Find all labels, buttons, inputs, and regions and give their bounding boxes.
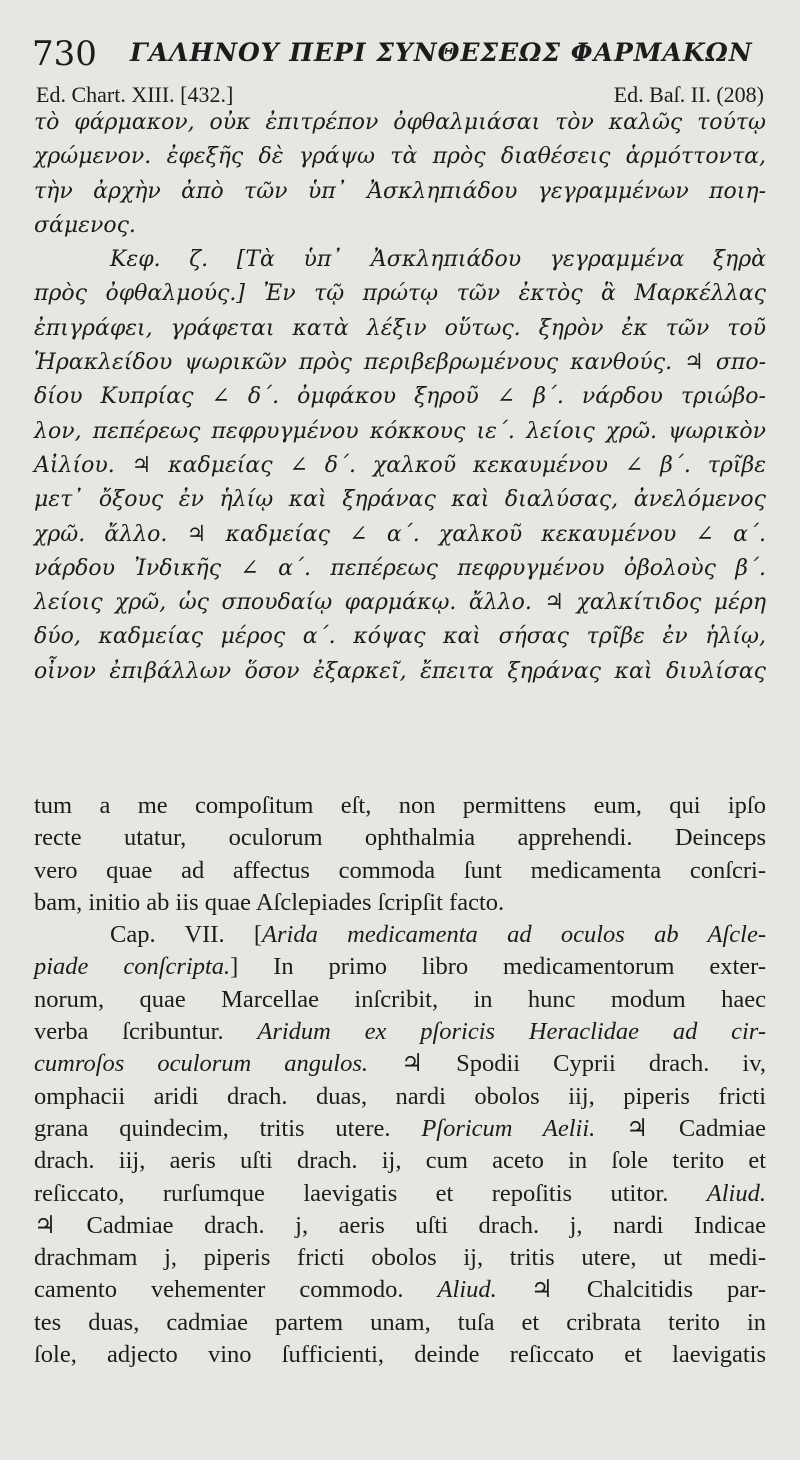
latin-line: ſole, adjecto vino ſufficienti, deinde reſiccato et laevigatis <box>34 1341 766 1369</box>
latin-line <box>34 1048 766 1080</box>
greek-line: χρῶ. ἄλλο. ♃ καδμείας ∠ α΄. χαλκοῦ κεκαυμένου ∠ α΄. <box>34 521 766 547</box>
greek-line: σάμενος. <box>34 212 136 238</box>
latin-line: omphacii aridi drach. duas, nardi obolos iij, piperis fricti <box>34 1082 766 1110</box>
latin-chapter-heading <box>34 919 766 951</box>
chapter-title-continued: piade conſcripta. <box>34 953 231 981</box>
recipe-title: Aliud. <box>437 1276 497 1304</box>
latin-line: tes duas, cadmiae partem unam, tuſa et cribrata terito in <box>34 1308 766 1336</box>
latin-text: grana quindecim, tritis utere. <box>34 1114 422 1142</box>
page-number: 730 <box>32 34 97 74</box>
greek-line: χρώμενον. ἐφεξῆς δὲ γράψω τὰ πρὸς διαθέσεις ἁρμόττοντα, <box>34 144 766 170</box>
latin-line <box>34 1016 766 1048</box>
greek-line: τὸ φάρμακον, οὐκ ἐπιτρέπον ὀφθαλμιάσαι τὸν καλῶς τούτῳ <box>34 110 766 135</box>
greek-line: οἶνον ἐπιβάλλων ὅσον ἐξαρκεῖ, ἔπειτα ξηράνας καὶ διυλίσας <box>34 658 766 684</box>
latin-text: ] In primo libro medicamentorum exter- <box>230 953 767 981</box>
edition-reference-left: Ed. Chart. XIII. [432.] <box>36 82 234 107</box>
running-header <box>32 34 772 78</box>
greek-line: μετ᾽ ὄξους ἐν ἡλίῳ καὶ ξηράνας καὶ διαλύσας, ἀνελόμενος <box>34 487 766 513</box>
latin-line: drachmam j, piperis fricti obolos ij, tritis utere, ut medi- <box>34 1244 766 1272</box>
latin-text: ♃ Spodii Cyprii drach. iv, <box>368 1050 766 1078</box>
recipe-title: Pſoricum Aelii. <box>421 1114 596 1142</box>
recipe-title-continued: cumroſos oculorum angulos. <box>34 1050 369 1078</box>
latin-text: ♃ Cadmiae <box>595 1114 766 1142</box>
latin-line <box>34 1113 766 1145</box>
greek-line: τὴν ἀρχὴν ἀπὸ τῶν ὑπ᾽ Ἀσκληπιάδου γεγραμμένων ποιη- <box>34 178 766 204</box>
chapter-title: Arida medicamenta ad oculos ab Aſcle- <box>262 921 766 949</box>
latin-line: vero quae ad affectus commoda ſunt medicamenta conſcri- <box>34 856 766 884</box>
greek-line: νάρδου Ἰνδικῆς ∠ α΄. πεπέρεως πεφρυγμένου ὀβολοὺς β΄. <box>34 555 766 581</box>
edition-reference-right: Ed. Baſ. II. (208) <box>613 82 764 107</box>
latin-line: drach. iij, aeris uſti drach. ij, cum aceto in ſole terito et <box>34 1147 766 1175</box>
latin-line: bam, initio ab iis quae Aſclepiades ſcripſit facto. <box>34 888 505 916</box>
latin-line: recte utatur, oculorum ophthalmia apprehendi. Deinceps <box>34 824 766 852</box>
greek-line: Αἰλίου. ♃ καδμείας ∠ δ΄. χαλκοῦ κεκαυμένου ∠ β΄. τρῖβε <box>34 452 766 478</box>
latin-line: tum a me compoſitum eſt, non permittens eum, qui ipſo <box>34 792 766 819</box>
greek-line: δίου Κυπρίας ∠ δ΄. ὀμφάκου ξηροῦ ∠ β΄. νάρδου τριώβο- <box>34 384 766 410</box>
recipe-title: Aridum ex pſoricis Heraclidae ad cir- <box>257 1018 767 1046</box>
greek-line: ἐπιγράφει, γράφεται κατὰ λέξιν οὕτως. ξηρὸν ἐκ τῶν τοῦ <box>34 315 766 341</box>
greek-chapter-heading: Κεφ. ζ. [Τὰ ὑπ᾽ Ἀσκληπιάδου γεγραμμένα ξηρὰ <box>110 247 766 273</box>
latin-line: ♃ Cadmiae drach. j, aeris uſti drach. j, nardi Indicae <box>34 1211 766 1239</box>
latin-text: verba ſcribuntur. <box>34 1018 258 1046</box>
latin-text: camento vehementer commodo. <box>34 1276 438 1304</box>
latin-text: reſiccato, rurſumque laevigatis et repoſitis utitor. <box>34 1179 707 1207</box>
greek-text-column <box>34 106 766 689</box>
greek-line: Ἡρακλείδου ψωρικῶν πρὸς περιβεβρωμένους κανθούς. ♃ σπο- <box>34 350 766 376</box>
greek-line: λον, πεπέρεως πεφρυγμένου κόκκους ιε΄. λείοις χρῶ. ψωρικὸν <box>34 418 766 444</box>
latin-line <box>34 951 766 983</box>
greek-line: λείοις χρῶ, ὡς σπουδαίῳ φαρμάκῳ. ἄλλο. ♃ χαλκίτιδος μέρη <box>34 590 766 616</box>
latin-line <box>34 1274 766 1306</box>
latin-line <box>34 1178 766 1210</box>
latin-line: norum, quae Marcellae inſcribit, in hunc modum haec <box>34 985 766 1013</box>
chapter-number: Cap. VII. [ <box>110 921 263 949</box>
greek-line: πρὸς ὀφθαλμούς.] Ἐν τῷ πρώτῳ τῶν ἐκτὸς ἃ Μαρκέλλας <box>34 281 766 307</box>
running-title: ΓΑΛΗΝΟΥ ΠΕΡΙ ΣΥΝΘΕΣΕΩΣ ΦΑΡΜΑΚΩΝ <box>130 38 753 67</box>
greek-line: δύο, καδμείας μέρος α΄. κόψας καὶ σήσας τρῖβε ἐν ἡλίῳ, <box>34 624 766 650</box>
latin-text-column <box>34 790 766 1371</box>
recipe-title: Aliud. <box>706 1179 766 1207</box>
latin-text: ♃ Chalcitidis par- <box>496 1276 767 1304</box>
